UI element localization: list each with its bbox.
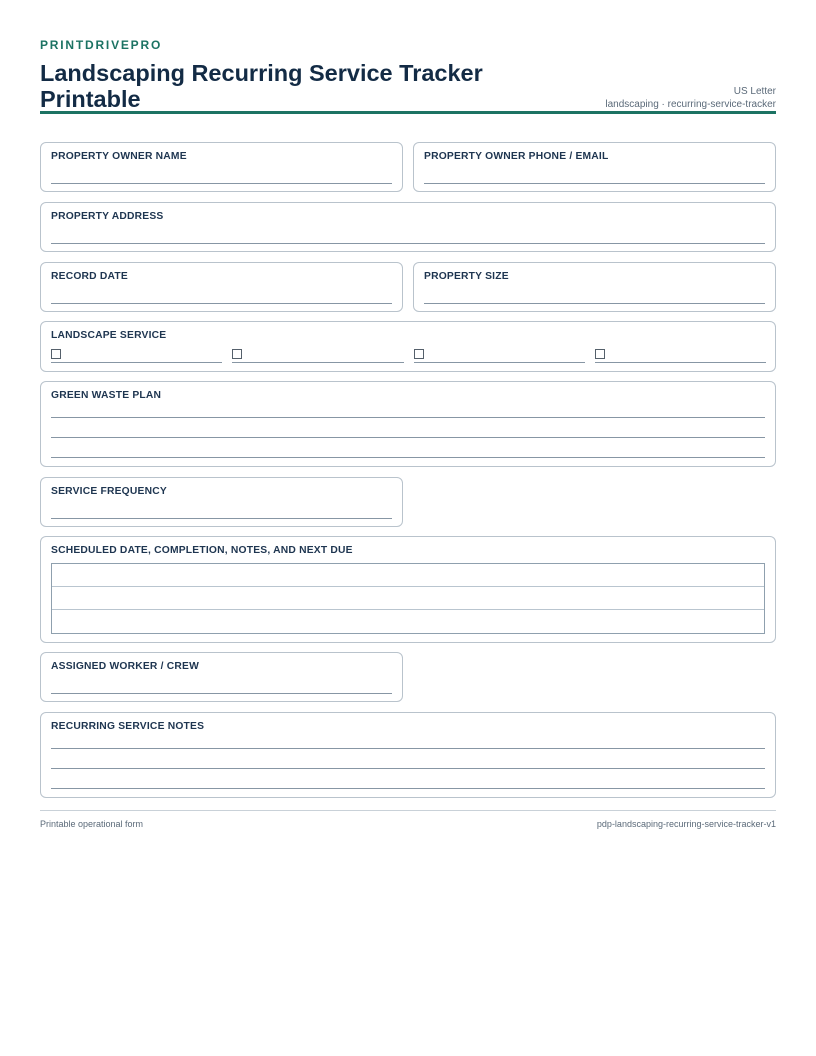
option-line[interactable] (51, 362, 222, 363)
service-option-1 (51, 349, 222, 363)
service-option-3 (414, 349, 585, 363)
option-line[interactable] (595, 362, 766, 363)
owner-contact-label: PROPERTY OWNER PHONE / EMAIL (424, 151, 609, 162)
owner-name-label: PROPERTY OWNER NAME (51, 151, 187, 162)
green-waste-line-3[interactable] (51, 457, 765, 458)
notes-label: RECURRING SERVICE NOTES (51, 721, 205, 732)
worker-input[interactable] (51, 693, 392, 694)
landscape-service-field (40, 321, 776, 372)
table-row[interactable] (52, 610, 764, 633)
service-option-4 (595, 349, 766, 363)
option-line[interactable] (414, 362, 585, 363)
tags: landscaping · recurring-service-tracker (605, 99, 776, 110)
green-waste-field (40, 381, 776, 467)
green-waste-label: GREEN WASTE PLAN (51, 390, 162, 401)
table-row[interactable] (52, 587, 764, 610)
record-date-field (40, 262, 403, 312)
footer-form-id: pdp-landscaping-recurring-service-tracker-v1 (596, 819, 776, 829)
brand-logo: PRINTDRIVEPRO (40, 38, 163, 52)
checkbox[interactable] (595, 349, 605, 359)
paper-size: US Letter (733, 86, 776, 97)
notes-line-3[interactable] (51, 788, 765, 789)
property-size-field (413, 262, 776, 312)
schedule-label: SCHEDULED DATE, COMPLETION, NOTES, AND NEXT DUE (51, 545, 353, 556)
notes-field (40, 712, 776, 798)
owner-name-field (40, 142, 403, 192)
property-size-input[interactable] (424, 303, 765, 304)
checkbox[interactable] (414, 349, 424, 359)
frequency-label: SERVICE FREQUENCY (51, 486, 167, 497)
table-row[interactable] (52, 564, 764, 587)
address-field (40, 202, 776, 252)
green-waste-line-1[interactable] (51, 417, 765, 418)
frequency-field (40, 477, 403, 527)
landscape-service-label: LANDSCAPE SERVICE (51, 330, 167, 341)
record-date-input[interactable] (51, 303, 392, 304)
form-page (40, 38, 776, 114)
checkbox[interactable] (51, 349, 61, 359)
notes-line-2[interactable] (51, 768, 765, 769)
page-title: Landscaping Recurring Service Tracker Printable (40, 60, 483, 112)
header (40, 38, 776, 114)
checkbox[interactable] (232, 349, 242, 359)
service-option-2 (232, 349, 404, 363)
record-date-label: RECORD DATE (51, 271, 128, 282)
worker-label: ASSIGNED WORKER / CREW (51, 661, 199, 672)
owner-contact-field (413, 142, 776, 192)
green-waste-line-2[interactable] (51, 437, 765, 438)
page-meta (605, 85, 776, 111)
property-size-label: PROPERTY SIZE (424, 271, 509, 282)
schedule-field (40, 536, 776, 643)
schedule-table (51, 563, 765, 634)
address-input[interactable] (51, 243, 765, 244)
owner-name-input[interactable] (51, 183, 392, 184)
footer (40, 810, 776, 829)
footer-left-text: Printable operational form (40, 819, 144, 829)
address-label: PROPERTY ADDRESS (51, 211, 164, 222)
worker-field (40, 652, 403, 702)
owner-contact-input[interactable] (424, 183, 765, 184)
option-line[interactable] (232, 362, 404, 363)
frequency-input[interactable] (51, 518, 392, 519)
notes-line-1[interactable] (51, 748, 765, 749)
